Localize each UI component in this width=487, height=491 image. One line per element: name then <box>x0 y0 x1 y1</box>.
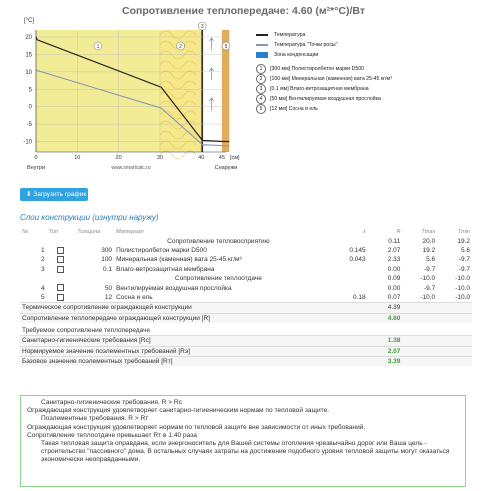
layer-tmin: 5.6 <box>460 246 470 254</box>
layer-checkbox[interactable] <box>57 247 64 254</box>
x-axis-label: [см] <box>230 155 240 161</box>
layer-tmax: -9.7 <box>423 265 436 273</box>
x-tick-label: 30 <box>156 155 163 161</box>
conclusion-box <box>20 395 466 487</box>
layer-number-badge: 5 <box>256 104 266 114</box>
temperature-chart <box>0 0 256 182</box>
legend-label: Температура "Точки росы" <box>274 42 338 48</box>
layer-tmax: -10.0 <box>420 275 436 283</box>
summary-row <box>20 303 472 313</box>
conclusion-line: Ограждающая конструкция удовлетворяет нормам по тепловой защите вне зависимости от иных требований. <box>27 423 366 431</box>
layer-type-cell <box>47 236 76 245</box>
section-title: Слои конструкции (изнутри наружу) <box>20 213 159 222</box>
layer-badge-number: 1 <box>96 44 100 50</box>
summary-label: Термическое сопротивление ограждающей конструкции <box>20 303 368 313</box>
x-right-label: Снаружи <box>214 165 238 171</box>
layer-badge-number: 5 <box>224 44 228 50</box>
layer-number <box>20 274 47 283</box>
required-value: 2.07 <box>368 346 403 356</box>
required-title: Требуемое сопротивление теплопередаче <box>22 327 151 335</box>
layer-material: Сосна и ель <box>116 293 153 301</box>
layer-checkbox[interactable] <box>57 294 64 301</box>
download-chart-button[interactable] <box>20 188 88 201</box>
legend-layer-5 <box>256 104 486 114</box>
layer-number-badge: 4 <box>256 94 266 104</box>
legend-layer-label: [100 мм] Минеральная (каменная) вата 25-45 кг/м³ <box>270 76 392 82</box>
column-header: Tmin <box>457 228 470 235</box>
layer-thickness <box>75 274 114 283</box>
layer-resistance: 0.09 <box>387 275 401 283</box>
table-row <box>20 255 472 264</box>
download-button-label: Загрузить график <box>33 191 87 198</box>
y-tick-label: 15 <box>25 52 32 59</box>
layer-lambda: 0.18 <box>353 293 366 301</box>
conclusion-line: Поэлементные требования. R > Rт <box>41 415 149 423</box>
required-title-row <box>20 323 472 336</box>
conclusion-line: Сопротивление теплоотдаче превышает Rт в 1.40 раза <box>27 431 197 439</box>
layer-lambda <box>323 265 368 274</box>
layer-number: 5 <box>40 293 45 301</box>
required-row <box>20 336 472 346</box>
legend-layer-label: [12 мм] Сосна и ель <box>270 106 318 112</box>
layer-tmax: -10.0 <box>420 293 436 301</box>
legend-layer-2 <box>256 74 486 84</box>
legend-item-temperature <box>256 30 486 40</box>
layer-type-cell <box>47 283 76 292</box>
legend-layer-1 <box>256 64 486 74</box>
required-row <box>20 346 472 356</box>
page-title: Сопротивление теплопередаче: 4.60 (м²*°С)/Вт <box>121 5 366 17</box>
layer-4-airgap <box>203 30 222 152</box>
layer-tmin: -10.0 <box>455 284 470 292</box>
layer-number-badge: 2 <box>256 74 266 84</box>
legend-layer-4 <box>256 94 486 104</box>
required-label: Санитарно-гигиенические требования [Rс] <box>20 336 368 346</box>
column-header: Материал <box>116 228 144 235</box>
layer-resistance: 2.33 <box>387 256 401 264</box>
conclusion-line: Санитарно-гигиенические требования. R > Rс <box>41 399 182 406</box>
layer-tmax: 19.2 <box>422 246 436 254</box>
legend-swatch <box>256 44 268 46</box>
layer-material: Сопротивление теплоотдаче <box>174 275 262 283</box>
legend-layer-3 <box>256 84 486 94</box>
layer-tmax: -9.7 <box>423 284 436 292</box>
column-header: Толщина <box>77 228 101 235</box>
layer-lambda: 0.145 <box>349 246 366 254</box>
required-label: Базовое значение поэлементных требований [Rт] <box>20 357 368 367</box>
table-row <box>20 283 472 292</box>
layer-tmin: -10.0 <box>455 275 470 283</box>
layer-type-cell <box>47 274 76 283</box>
table-row <box>20 246 472 255</box>
table-row <box>20 293 472 303</box>
column-header: R <box>396 228 401 235</box>
x-tick-label: 45 <box>218 155 225 161</box>
column-header: λ <box>362 228 366 235</box>
layer-resistance: 2.07 <box>387 246 401 254</box>
legend-item-condensation <box>256 50 486 60</box>
x-tick-label: 40 <box>198 155 205 161</box>
layer-thickness: 12 <box>104 293 113 301</box>
layer-resistance: 0.11 <box>388 237 401 245</box>
layer-lambda <box>323 283 368 292</box>
layer-type-cell <box>47 293 76 303</box>
layer-thickness: 100 <box>101 256 113 264</box>
table-row <box>20 274 472 283</box>
required-value: 1.38 <box>368 336 403 346</box>
y-tick-label: 5 <box>28 87 32 94</box>
download-icon: ⬇ <box>26 191 34 198</box>
watermark: www.smartcalc.ru <box>111 165 151 171</box>
layer-thickness: 50 <box>104 284 113 292</box>
table-row <box>20 265 472 274</box>
layer-checkbox[interactable] <box>57 284 64 291</box>
y-tick-label: 20 <box>25 34 32 41</box>
layer-material: Вентилируемая воздушная прослойка <box>116 284 232 292</box>
summary-row <box>20 313 472 323</box>
layer-tmin: -9.7 <box>458 265 470 273</box>
x-tick-label: 20 <box>115 155 122 161</box>
x-tick-label: 0 <box>34 155 38 161</box>
summary-value: 4.60 <box>368 313 403 323</box>
layer-material: Сопротивление тепловосприятию <box>167 237 270 245</box>
layer-tmin: 19.2 <box>457 237 470 245</box>
layer-tmin: -10.0 <box>455 293 470 301</box>
table-header-row <box>20 227 472 236</box>
required-row <box>20 357 472 367</box>
layer-material: Полистиролбетон марки D500 <box>116 246 207 254</box>
legend-swatch <box>256 34 268 36</box>
required-value: 3.39 <box>368 357 403 367</box>
layer-checkbox[interactable] <box>57 266 64 273</box>
summary-label: Сопротивление теплопередаче ограждающей конструкции [R] <box>20 313 368 323</box>
legend-swatch <box>256 52 268 58</box>
y-axis-label: [°C] <box>24 18 35 24</box>
layer-checkbox[interactable] <box>57 256 64 263</box>
layer-resistance: 0.00 <box>387 284 401 292</box>
conclusion-line: Такая тепловая защита оправдана, если энергоноситель для Вашей системы отопления чрезвычайно дорог или Ваша цель - строительство "пассивного" дома. В остальных случаях затраты на достижение подобного уровня тепловой защиты могут оказаться экономически неоправданными. <box>41 440 450 464</box>
column-header: Тип <box>48 228 58 235</box>
layer-3-membrane <box>201 30 203 152</box>
x-left-label: Внутри <box>26 165 46 171</box>
layer-resistance: 0.07 <box>387 293 401 301</box>
layer-lambda <box>323 274 368 283</box>
layer-number: 3 <box>40 265 45 273</box>
layer-tmax: 5.6 <box>426 256 436 264</box>
layer-badge-number: 2 <box>179 44 182 50</box>
y-tick-label: 10 <box>25 69 32 76</box>
layer-resistance: 0.00 <box>387 265 401 273</box>
legend-layer-label: [50 мм] Вентилируемая воздушная прослойка <box>270 96 381 102</box>
column-header: Tmax <box>421 228 436 235</box>
y-tick-label: 0 <box>28 104 32 111</box>
layer-tmax: 20.0 <box>422 237 436 245</box>
legend-item-dewpoint <box>256 40 486 50</box>
layer-number: 1 <box>40 246 45 254</box>
layer-thickness: 300 <box>101 246 113 254</box>
legend-label: Температура <box>274 32 306 38</box>
layer-number-badge: 3 <box>256 84 266 94</box>
legend-layer-label: [0.1 мм] Влаго-ветрозащитная мембрана <box>270 86 369 92</box>
layer-material: Влаго-ветрозащитная мембрана <box>116 265 215 273</box>
layer-material: Минеральная (каменная) вата 25-45 кг/м³ <box>116 256 242 264</box>
chart-legend <box>256 30 486 114</box>
conclusion-line: Ограждающая конструкция удовлетворяет санитарно-гигиеническим нормам по тепловой защите. <box>27 407 330 415</box>
column-header: № <box>22 228 28 235</box>
y-tick-label: -10 <box>23 139 32 146</box>
layer-badge-number: 3 <box>200 24 204 30</box>
required-label: Нормируемое значение поэлементных требований [Rэ] <box>20 346 368 356</box>
layer-lambda: 0.043 <box>349 256 366 264</box>
layer-thickness <box>75 236 114 245</box>
layer-thickness: 0.1 <box>103 265 113 273</box>
legend-label: Зона конденсации <box>274 52 319 58</box>
layer-number: 4 <box>40 284 45 292</box>
y-tick-label: -5 <box>26 122 32 129</box>
layer-number: 2 <box>40 256 45 264</box>
layer-number-badge: 1 <box>256 64 266 74</box>
layer-lambda <box>323 236 368 245</box>
layer-type-cell <box>47 265 76 274</box>
layer-type-cell <box>47 246 76 255</box>
layers-table <box>20 227 472 366</box>
layer-number <box>20 236 47 245</box>
legend-layer-label: [300 мм] Полистиролбетон марки D500 <box>270 66 365 72</box>
summary-value: 4.39 <box>368 303 403 313</box>
layer-tmin: -9.7 <box>458 256 470 264</box>
table-row <box>20 236 472 245</box>
x-tick-label: 10 <box>74 155 81 161</box>
layer-type-cell <box>47 255 76 264</box>
